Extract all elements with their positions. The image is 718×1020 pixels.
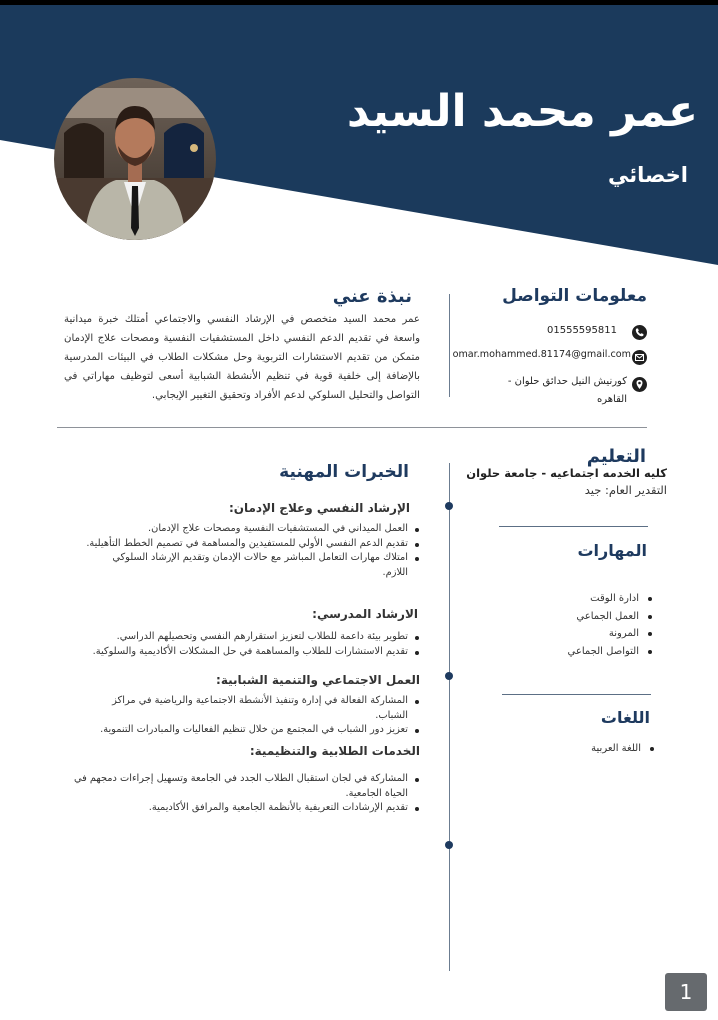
contact-phone[interactable]: 01555595811 (547, 325, 617, 336)
experience-list (86, 630, 420, 659)
experience-section-title: العمل الاجتماعي والتنمية الشبابية: (216, 673, 420, 687)
list-item: تطوير بيئة داعمة للطلاب لتعزيز استقرارهم النفسي وتحصيلهم الدراسي. (86, 630, 420, 645)
horizontal-divider (57, 427, 647, 428)
languages-heading: اللغات (600, 708, 650, 727)
experience-section-title: الإرشاد النفسي وعلاج الإدمان: (228, 501, 410, 515)
timeline-dot (445, 672, 453, 680)
profile-photo (54, 78, 216, 240)
contact-email[interactable]: omar.mohammed.81174@gmail.com (452, 349, 631, 360)
experience-list (86, 522, 420, 580)
list-item: امتلاك مهارات التعامل المباشر مع حالات الإدمان وتقديم الإرشاد السلوكي اللازم. (86, 551, 420, 580)
list-item: العمل الجماعي (568, 608, 653, 626)
list-item: المشاركة الفعالة في إدارة وتنفيذ الأنشطة الاجتماعية والرياضية في مراكز الشباب. (86, 694, 420, 723)
list-item: العمل الميداني في المستشفيات النفسية ومصحات علاج الإدمان. (86, 522, 420, 537)
list-item: اللغة العربية (591, 740, 655, 758)
vertical-divider-top (449, 294, 450, 397)
education-degree: كليه الخدمه اجتماعيه - جامعة حلوان (466, 466, 667, 480)
contact-address-line1: كورنيش النيل حدائق حلوان - (507, 376, 627, 387)
experience-heading: الخبرات المهنية (279, 462, 409, 482)
list-item: ادارة الوقت (568, 590, 653, 608)
experience-list (86, 694, 420, 738)
person-name: عمر محمد السيد (346, 86, 698, 137)
location-icon (632, 377, 647, 392)
timeline-line (449, 463, 450, 971)
contact-heading: معلومات التواصل (502, 286, 647, 306)
list-item: تعزيز دور الشباب في المجتمع من خلال تنظيم الفعاليات والمبادرات التنموية. (86, 723, 420, 738)
skills-list (568, 590, 653, 660)
email-icon (632, 350, 647, 365)
list-item: تقديم الدعم النفسي الأولي للمستفيدين والمساهمة في تصميم الخطط التأهيلية. (86, 537, 420, 552)
list-item: تقديم الاستشارات للطلاب والمساهمة في حل المشكلات الأكاديمية والسلوكية. (86, 645, 420, 660)
list-item: المرونة (568, 625, 653, 643)
about-text: عمر محمد السيد متخصص في الإرشاد النفسي والاجتماعي أمتلك خبرة ميدانية واسعة في تقديم الدعم النفسي داخل المستشفيات النفسية ومصحات علاج الإدمان متمكن من تقديم الاستشارات التربوية وحل مشكلات الطلاب في البيئات المدرسية بالإضافة إلى خلفية قوية في تنظيم الأنشطة الشبابية أسعى لتوظيف مهاراتي في التواصل والتحليل السلوكي لدعم الأفراد وتحقيق التغيير الإيجابي. (64, 314, 420, 401)
top-border (0, 0, 718, 5)
list-item: التواصل الجماعي (568, 643, 653, 661)
experience-section-title: الارشاد المدرسي: (312, 607, 418, 621)
page-number-badge: 1 (665, 973, 707, 1011)
timeline-dot (445, 502, 453, 510)
job-title: اخصائي (607, 163, 688, 187)
timeline-dot (445, 841, 453, 849)
languages-list (591, 740, 655, 758)
about-heading: نبذة عني (332, 286, 412, 307)
phone-icon (632, 325, 647, 340)
experience-section-title: الخدمات الطلابية والتنظيمية: (249, 744, 420, 758)
education-grade: التقدير العام: جيد (584, 483, 667, 497)
education-heading: التعليم (586, 446, 646, 467)
divider-line (502, 694, 651, 695)
divider-line (499, 526, 648, 527)
list-item: المشاركة في لجان استقبال الطلاب الجدد في الجامعة وتسهيل إجراءات دمجهم في الحياة الجامعية. (64, 772, 420, 801)
skills-heading: المهارات (577, 541, 647, 560)
contact-address-line2: القاهره (597, 394, 627, 405)
experience-list (64, 772, 420, 816)
list-item: تقديم الإرشادات التعريفية بالأنظمة الجامعية والمرافق الأكاديمية. (64, 801, 420, 816)
